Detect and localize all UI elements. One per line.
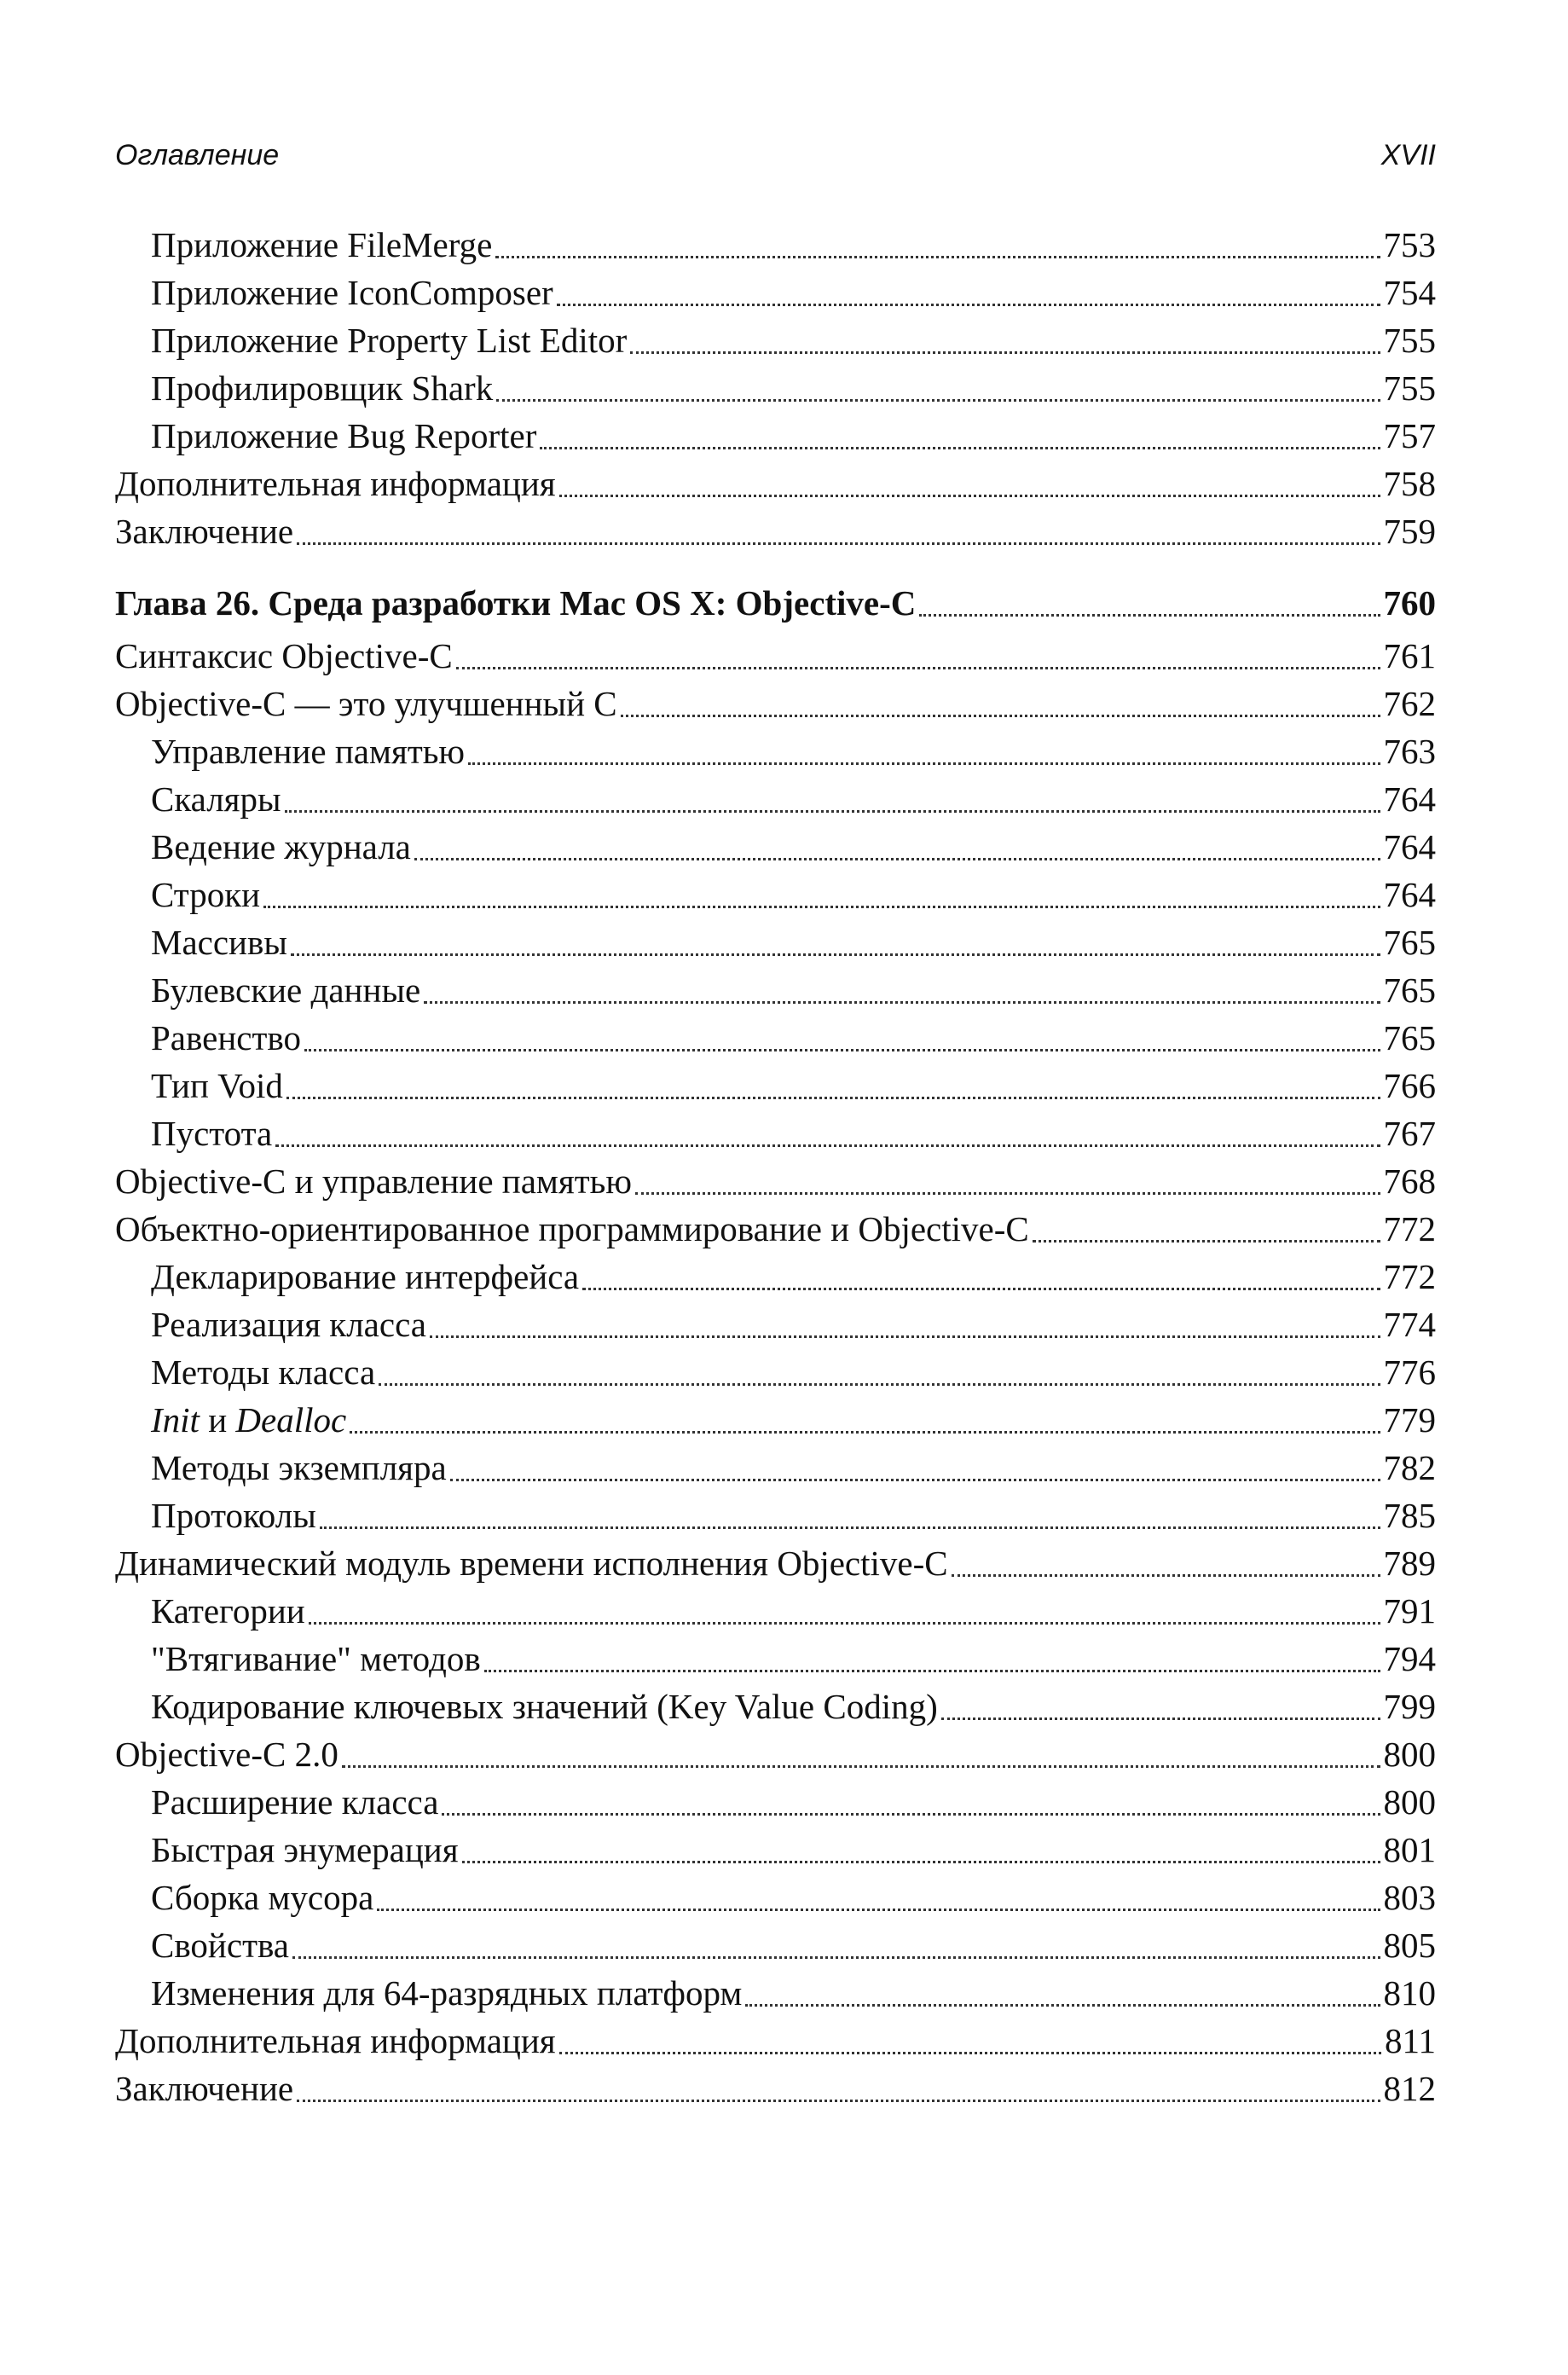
toc-dot-leader (540, 447, 1380, 449)
toc-entry-page: 774 (1383, 1305, 1436, 1344)
toc-entry (115, 1586, 1436, 1634)
toc-entry (115, 411, 1436, 459)
toc-dot-leader (285, 810, 1380, 813)
toc-entry-title: Протоколы (151, 1496, 316, 1535)
toc-entry (115, 1156, 1436, 1204)
toc-dot-leader (468, 762, 1380, 765)
toc-entry (115, 1777, 1436, 1825)
toc-entry (115, 774, 1436, 822)
toc-entry-title: Свойства (151, 1926, 289, 1965)
toc-dot-leader (304, 1049, 1380, 1051)
toc-entry-page: 755 (1383, 368, 1436, 408)
toc-entry (115, 2016, 1436, 2064)
toc-entry-page: 765 (1383, 923, 1436, 962)
toc-dot-leader (635, 1192, 1380, 1195)
table-of-contents (115, 220, 1436, 2111)
toc-entry (115, 220, 1436, 268)
toc-entry-title: Дополнительная информация (115, 464, 556, 503)
toc-entry (115, 1443, 1436, 1491)
toc-entry (115, 363, 1436, 411)
toc-entry (115, 268, 1436, 316)
toc-entry-page: 805 (1383, 1926, 1436, 1965)
toc-dot-leader (1033, 1240, 1380, 1243)
toc-entry-page: 760 (1383, 583, 1436, 623)
toc-entry-page: 772 (1383, 1257, 1436, 1296)
toc-dot-leader (559, 2052, 1381, 2054)
toc-entry (115, 679, 1436, 727)
toc-entry-page: 764 (1383, 827, 1436, 866)
toc-dot-leader (342, 1765, 1380, 1768)
toc-entry-title: Пустота (151, 1114, 273, 1153)
toc-dot-leader (320, 1526, 1380, 1529)
toc-entry (115, 1395, 1436, 1443)
toc-dot-leader (442, 1813, 1380, 1816)
toc-entry-title: Сборка мусора (151, 1878, 374, 1917)
toc-entry-page: 765 (1383, 1018, 1436, 1057)
toc-entry-page: 799 (1383, 1687, 1436, 1726)
toc-dot-leader (952, 1574, 1380, 1577)
toc-dot-leader (919, 614, 1380, 617)
section-title: Оглавление (115, 138, 280, 171)
toc-entry-page: 811 (1385, 2021, 1436, 2060)
toc-entry-page: 772 (1383, 1209, 1436, 1248)
page-number-roman: XVII (1380, 138, 1436, 171)
toc-entry-title: Приложение Property List Editor (151, 321, 628, 360)
toc-entry-page: 761 (1383, 636, 1436, 675)
toc-entry-page: 801 (1383, 1830, 1436, 1869)
toc-entry-page: 764 (1383, 779, 1436, 819)
toc-entry-title: Категории (151, 1591, 305, 1631)
toc-dot-leader (484, 1670, 1380, 1672)
toc-entry-page: 785 (1383, 1496, 1436, 1535)
toc-dot-leader (377, 1909, 1380, 1911)
toc-dot-leader (292, 1956, 1380, 1959)
toc-dot-leader (941, 1718, 1380, 1720)
toc-dot-leader (291, 953, 1380, 956)
toc-dot-leader (557, 304, 1380, 306)
toc-entry-title: Массивы (151, 923, 287, 962)
toc-entry-title: Дополнительная информация (115, 2021, 556, 2060)
toc-entry (115, 1825, 1436, 1873)
toc-entry-title: Кодирование ключевых значений (Key Value Coding) (151, 1687, 938, 1726)
toc-dot-leader (275, 1144, 1380, 1147)
toc-dot-leader (456, 667, 1380, 669)
toc-entry (115, 1682, 1436, 1729)
toc-dot-leader (450, 1479, 1380, 1481)
toc-entry-title: Заключение (115, 2069, 294, 2108)
toc-entry-page: 759 (1383, 512, 1436, 551)
toc-entry-title (151, 1400, 347, 1439)
toc-entry-title: Динамический модуль времени исполнения Objective-C (115, 1544, 948, 1583)
toc-entry-page: 757 (1383, 416, 1436, 455)
toc-entry-page: 812 (1383, 2069, 1436, 2108)
toc-entry (115, 1634, 1436, 1682)
toc-entry-title: Ведение журнала (151, 827, 411, 866)
toc-dot-leader (297, 2100, 1380, 2102)
toc-entry-title: Objective-C — это улучшенный C (115, 684, 617, 723)
toc-entry-page: 782 (1383, 1448, 1436, 1487)
toc-entry-page: 764 (1383, 875, 1436, 914)
toc-entry-title: Objective-C 2.0 (115, 1735, 338, 1774)
toc-entry-title: Быстрая энумерация (151, 1830, 459, 1869)
toc-entry-title: Булевские данные (151, 970, 421, 1010)
toc-dot-leader (495, 256, 1380, 258)
toc-entry (115, 1061, 1436, 1109)
toc-entry (115, 870, 1436, 918)
toc-entry (115, 459, 1436, 507)
toc-entry (115, 727, 1436, 774)
toc-entry-title: Скаляры (151, 779, 281, 819)
toc-entry (115, 822, 1436, 870)
toc-entry-page: 803 (1383, 1878, 1436, 1917)
toc-entry-page: 758 (1383, 464, 1436, 503)
toc-dot-leader (424, 1001, 1380, 1004)
toc-dot-leader (350, 1431, 1380, 1434)
toc-entry-title: Заключение (115, 512, 294, 551)
toc-dot-leader (309, 1622, 1380, 1625)
toc-entry-title: Приложение Bug Reporter (151, 416, 537, 455)
toc-dot-leader (462, 1861, 1380, 1863)
toc-dot-leader (263, 906, 1380, 908)
toc-entry (115, 1347, 1436, 1395)
toc-entry-title: Объектно-ориентированное программирование и Objective-C (115, 1209, 1029, 1248)
toc-entry (115, 631, 1436, 679)
toc-entry-page: 779 (1383, 1400, 1436, 1439)
toc-dot-leader (297, 542, 1380, 545)
toc-entry-page: 753 (1383, 225, 1436, 264)
toc-entry-title-conjunction: и (199, 1400, 236, 1439)
toc-entry-page: 762 (1383, 684, 1436, 723)
toc-entry-title-italic: Dealloc (235, 1400, 347, 1439)
toc-entry-title: Реализация класса (151, 1305, 426, 1344)
toc-dot-leader (745, 2004, 1380, 2007)
toc-chapter-heading (115, 578, 1436, 626)
toc-dot-leader (414, 858, 1380, 860)
toc-entry-page: 800 (1383, 1782, 1436, 1822)
toc-entry (115, 1538, 1436, 1586)
toc-entry (115, 1873, 1436, 1920)
toc-entry-title: Равенство (151, 1018, 301, 1057)
toc-entry (115, 1300, 1436, 1347)
toc-entry (115, 965, 1436, 1013)
toc-dot-leader (559, 495, 1380, 497)
toc-entry-title: Расширение класса (151, 1782, 439, 1822)
toc-entry-page: 754 (1383, 273, 1436, 312)
toc-entry-page: 765 (1383, 970, 1436, 1010)
toc-entry-page: 800 (1383, 1735, 1436, 1774)
toc-entry-page: 767 (1383, 1114, 1436, 1153)
toc-entry (115, 1204, 1436, 1252)
toc-entry (115, 507, 1436, 554)
toc-entry-title: Приложение FileMerge (151, 225, 493, 264)
toc-entry (115, 1252, 1436, 1300)
toc-entry-title: "Втягивание" методов (151, 1639, 481, 1678)
toc-entry-title: Методы класса (151, 1353, 376, 1392)
toc-entry-title: Глава 26. Среда разработки Mac OS X: Objective-C (115, 583, 917, 623)
toc-dot-leader (430, 1335, 1380, 1338)
toc-entry-page: 810 (1383, 1973, 1436, 2013)
running-head (115, 135, 1436, 176)
toc-dot-leader (582, 1288, 1380, 1290)
toc-entry (115, 1729, 1436, 1777)
toc-entry (115, 2064, 1436, 2111)
toc-entry-page: 755 (1383, 321, 1436, 360)
toc-entry (115, 316, 1436, 363)
toc-entry (115, 1491, 1436, 1538)
toc-entry-title: Профилировщик Shark (151, 368, 494, 408)
toc-entry-title: Тип Void (151, 1066, 283, 1105)
toc-entry (115, 1920, 1436, 1968)
toc-dot-leader (630, 351, 1380, 354)
toc-entry-title-italic: Init (151, 1400, 200, 1439)
toc-entry (115, 1013, 1436, 1061)
toc-entry-title: Изменения для 64-разрядных платформ (151, 1973, 743, 2013)
toc-entry-title: Синтаксис Objective-C (115, 636, 453, 675)
toc-entry-title: Методы экземпляра (151, 1448, 447, 1487)
toc-entry-page: 776 (1383, 1353, 1436, 1392)
toc-dot-leader (621, 715, 1380, 717)
toc-dot-leader (286, 1097, 1380, 1099)
toc-entry-title: Декларирование интерфейса (151, 1257, 580, 1296)
toc-entry (115, 1109, 1436, 1156)
toc-entry-page: 768 (1383, 1161, 1436, 1201)
toc-dot-leader (496, 399, 1380, 402)
toc-entry-page: 794 (1383, 1639, 1436, 1678)
toc-entry-page: 789 (1383, 1544, 1436, 1583)
toc-entry-page: 763 (1383, 732, 1436, 771)
toc-entry-title: Строки (151, 875, 261, 914)
toc-entry-title: Управление памятью (151, 732, 466, 771)
toc-entry-page: 791 (1383, 1591, 1436, 1631)
toc-entry (115, 918, 1436, 965)
toc-dot-leader (379, 1383, 1380, 1386)
toc-entry-title: Приложение IconComposer (151, 273, 553, 312)
toc-entry-page: 766 (1383, 1066, 1436, 1105)
toc-entry (115, 1968, 1436, 2016)
toc-entry-title: Objective-C и управление памятью (115, 1161, 632, 1201)
